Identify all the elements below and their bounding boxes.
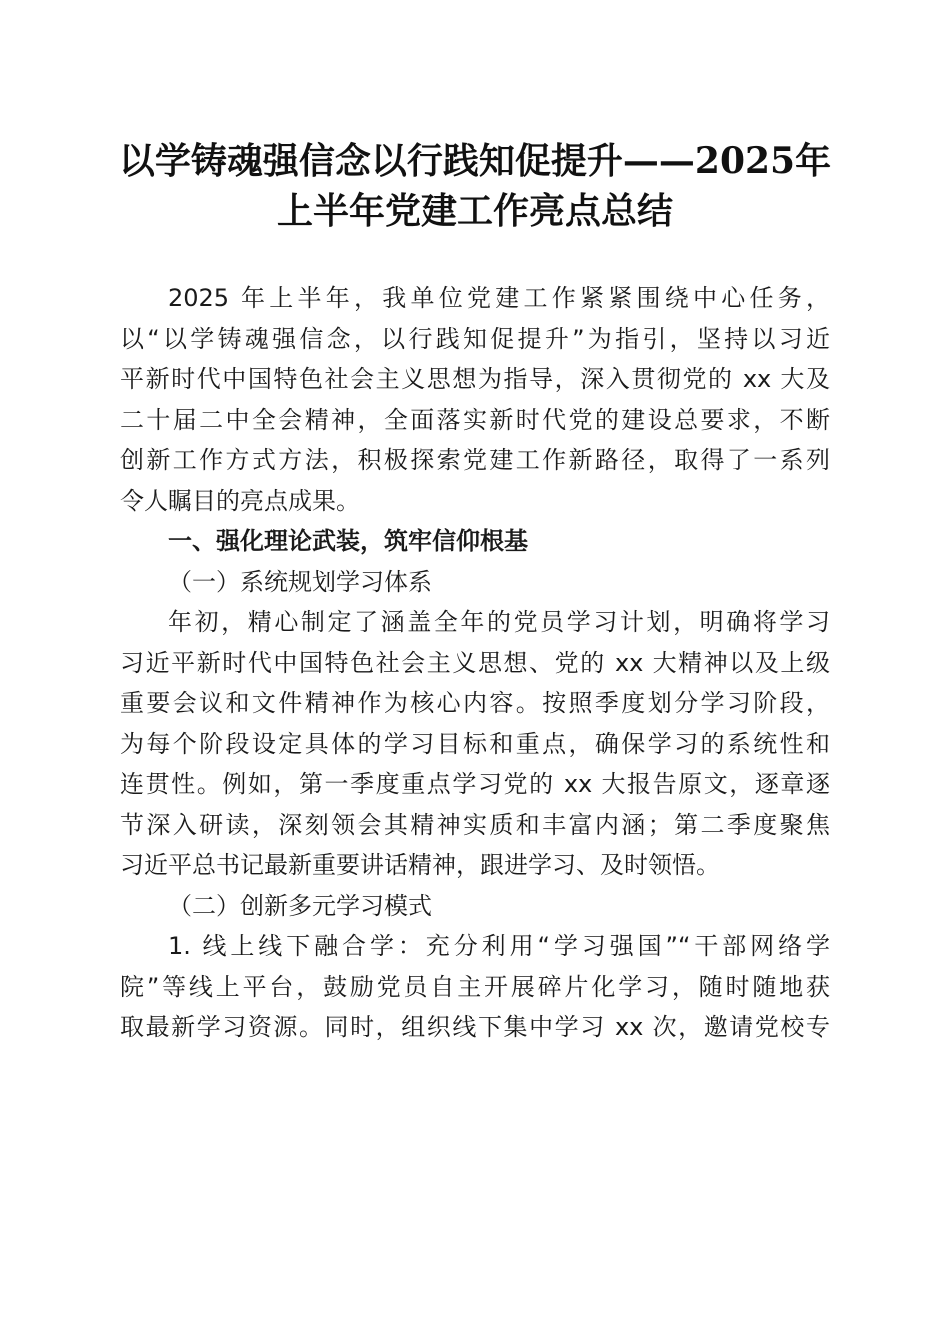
title-line-2: 上半年党建工作亮点总结 (276, 190, 673, 232)
section-heading-1: 一、强化理论武装，筑牢信仰根基 (168, 527, 528, 555)
paragraph-line: 重要会议和文件精神作为核心内容。按照季度划分学习阶段， (120, 689, 830, 717)
paragraph-line: 连贯性。例如，第一季度重点学习党的 xx 大报告原文，逐章逐 (120, 770, 830, 798)
paragraph-line: 节深入研读，深刻领会其精神实质和丰富内涵；第二季度聚焦 (120, 810, 830, 839)
paragraph-line: 创新工作方式方法，积极探索党建工作新路径，取得了一系列 (120, 446, 830, 474)
paragraph-line: 取最新学习资源。同时，组织线下集中学习 xx 次，邀请党校专 (120, 1013, 830, 1041)
intro-paragraph (120, 278, 830, 521)
paragraph-line: 二十届二中全会精神，全面落实新时代党的建设总要求，不断 (120, 405, 830, 434)
paragraph-line: 为每个阶段设定具体的学习目标和重点，确保学习的系统性和 (120, 729, 830, 758)
study-plan-paragraph (120, 602, 830, 886)
subsection-heading-2: （二）创新多元学习模式 (168, 891, 432, 920)
paragraph-line: 习近平总书记最新重要讲话精神，跟进学习、及时领悟。 (120, 851, 720, 879)
document-body (120, 278, 830, 1048)
learning-mode-paragraph (120, 926, 830, 1048)
paragraph-line: 2025 年上半年，我单位党建工作紧紧围绕中心任务， (168, 284, 830, 312)
paragraph-line: 以“以学铸魂强信念，以行践知促提升”为指引，坚持以习近 (120, 324, 830, 353)
title-line-1: 以学铸魂强信念以行践知促提升——2025年 (118, 140, 832, 182)
subsection-heading-1: （一）系统规划学习体系 (168, 567, 432, 596)
paragraph-line: 平新时代中国特色社会主义思想为指导，深入贯彻党的 xx 大及 (120, 365, 830, 393)
paragraph-line: 令人瞩目的亮点成果。 (120, 486, 360, 515)
paragraph-line: 年初，精心制定了涵盖全年的党员学习计划，明确将学习 (168, 608, 830, 636)
paragraph-line: 院”等线上平台，鼓励党员自主开展碎片化学习，随时随地获 (120, 972, 830, 1001)
document-title (100, 136, 850, 236)
paragraph-line: 习近平新时代中国特色社会主义思想、党的 xx 大精神以及上级 (120, 648, 830, 677)
paragraph-line: 1. 线上线下融合学：充分利用“学习强国”“干部网络学 (168, 932, 830, 960)
